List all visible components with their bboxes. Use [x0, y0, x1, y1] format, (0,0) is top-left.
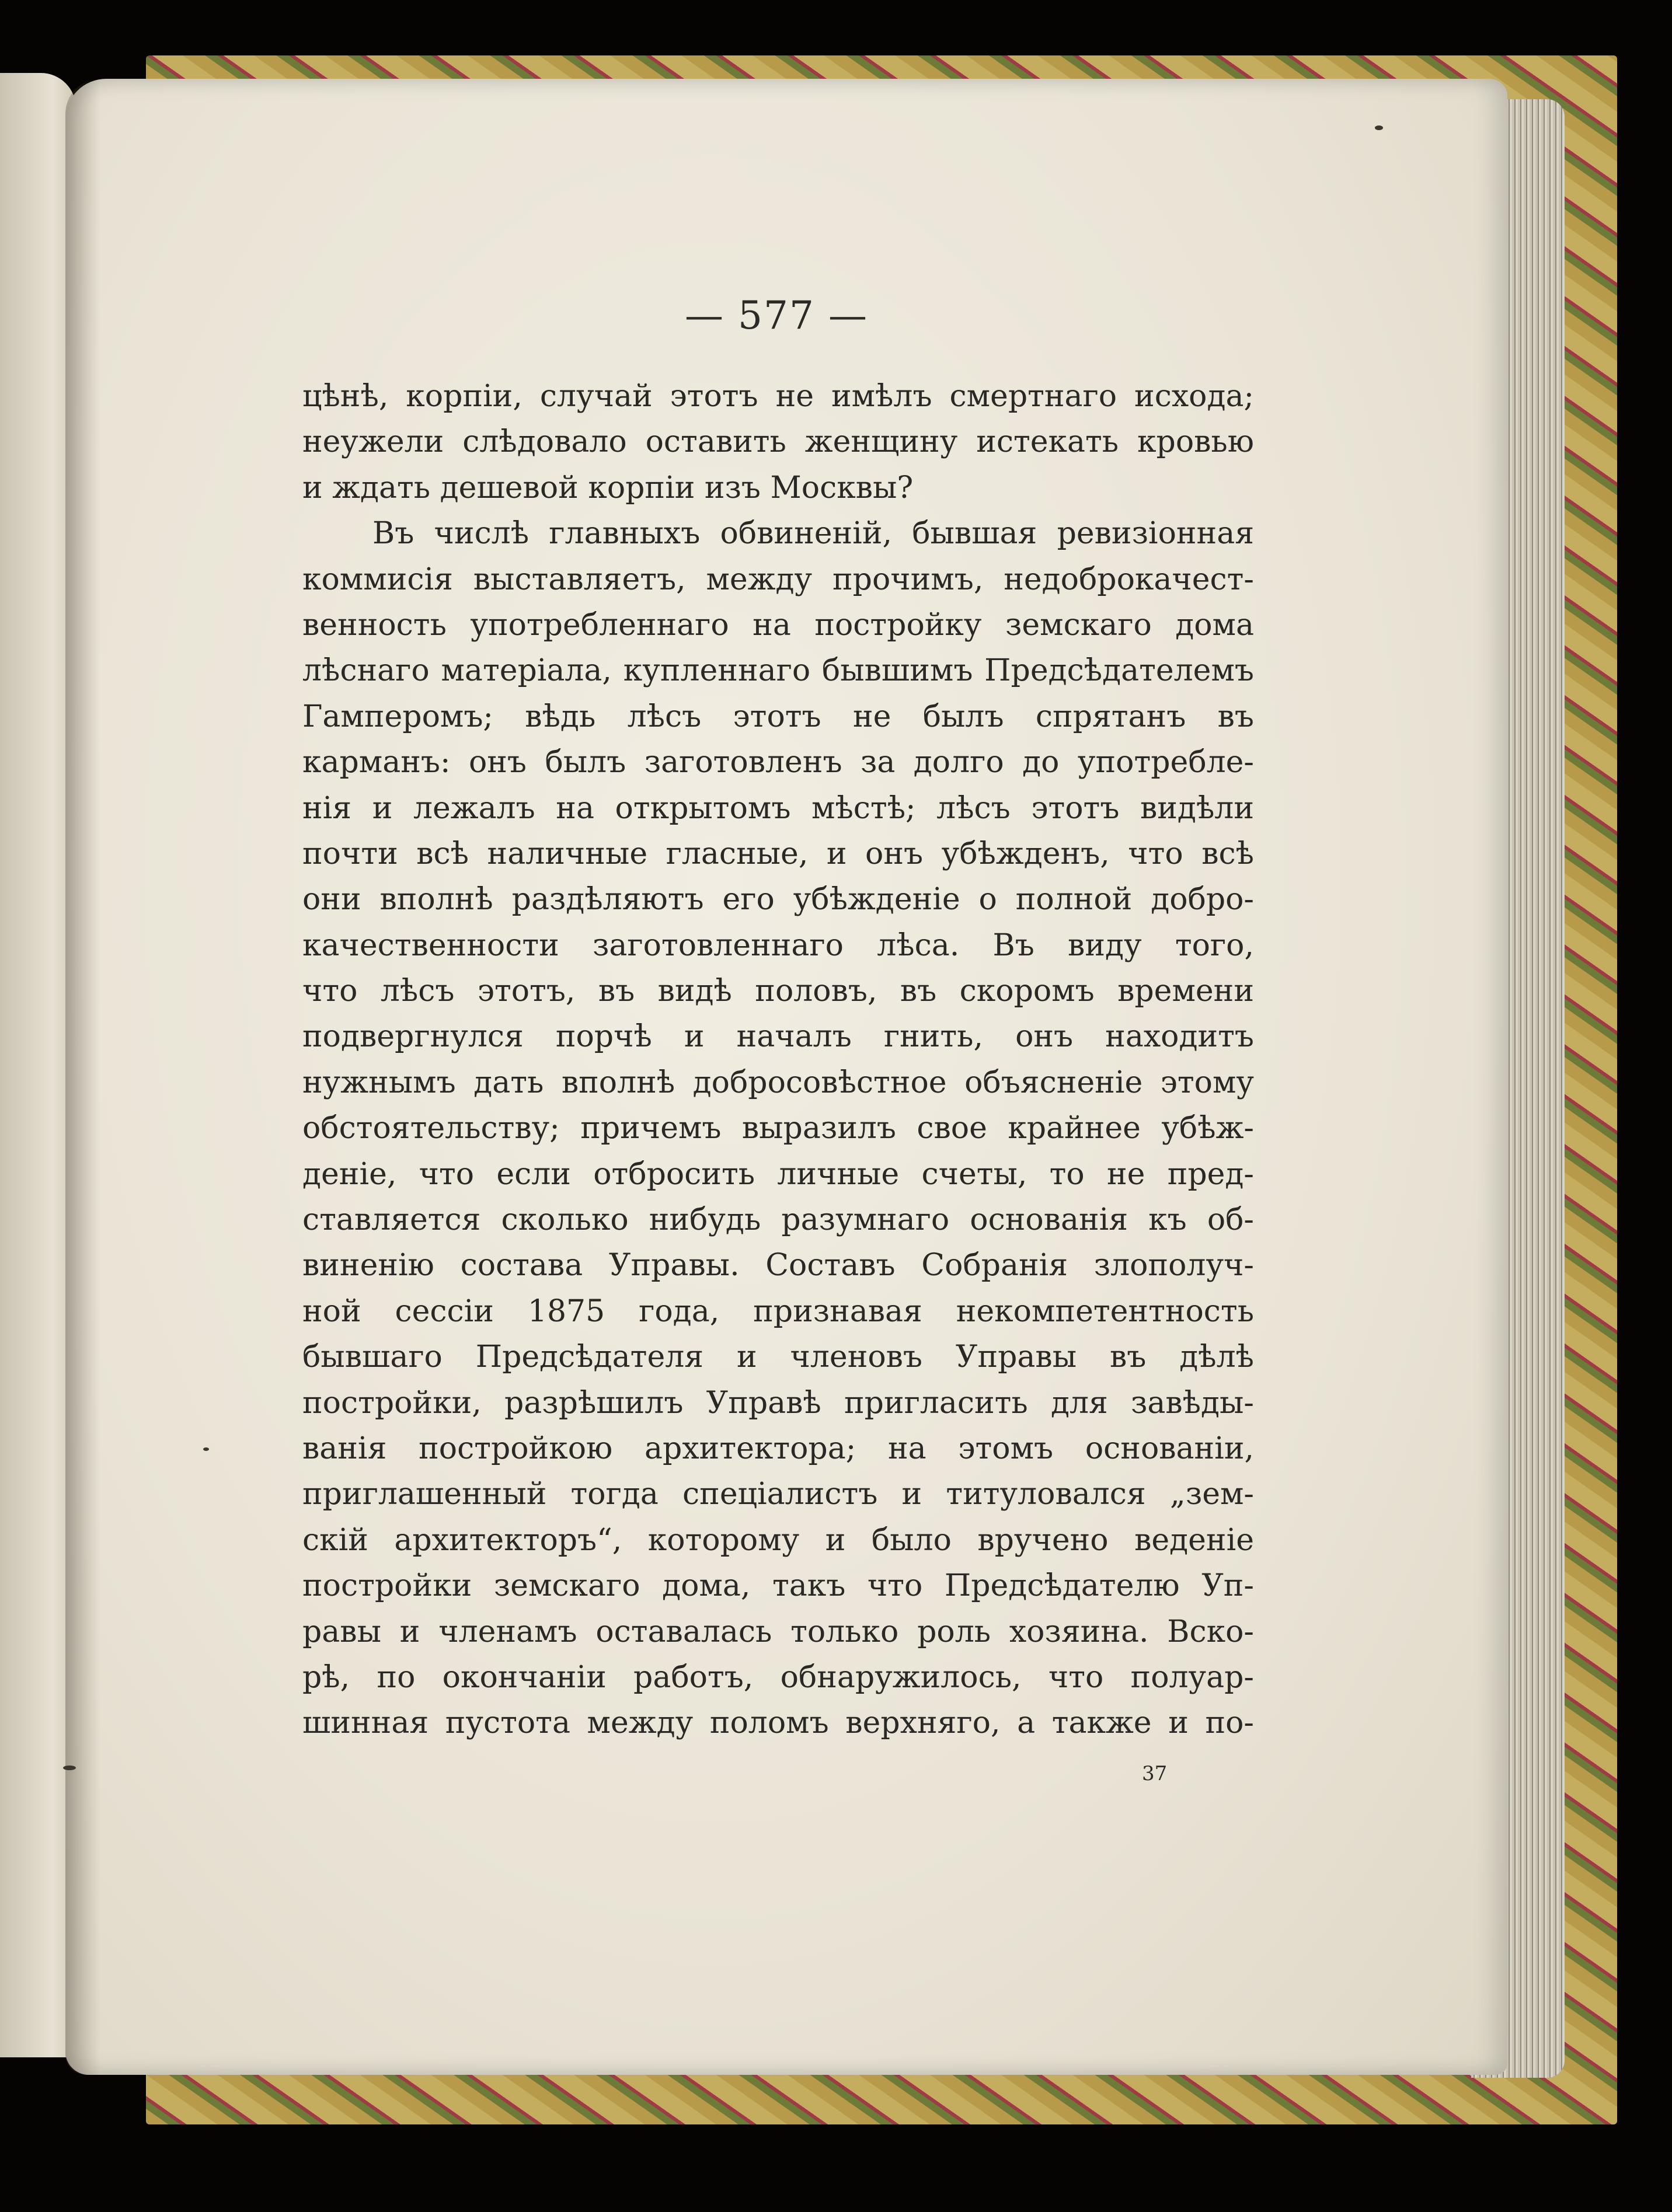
- text-line: цѣнѣ, корпіи, случай этотъ не имѣлъ смертнаго исхода;: [302, 379, 1254, 414]
- text-line: почти всѣ наличные гласные, и онъ убѣжденъ, что всѣ: [302, 836, 1254, 871]
- text-line: венность употребленнаго на постройку земскаго дома: [302, 607, 1254, 643]
- text-line: коммисія выставляетъ, между прочимъ, недоброкачест-: [302, 561, 1254, 597]
- text-line: обстоятельству; причемъ выразилъ свое крайнее убѣж-: [302, 1111, 1254, 1146]
- text-line: ной сессіи 1875 года, признавая некомпетентность: [302, 1293, 1254, 1329]
- text-line: нужнымъ дать вполнѣ добросовѣстное объясненіе этому: [302, 1065, 1254, 1100]
- text-line: нія и лежалъ на открытомъ мѣстѣ; лѣсъ этотъ видѣли: [302, 790, 1254, 826]
- text-line: бывшаго Предсѣдателя и членовъ Управы въ дѣлѣ: [302, 1339, 1254, 1375]
- page-body-text: [302, 374, 1254, 1746]
- gutter-shadow: [65, 79, 100, 2075]
- text-line: деніе, что если отбросить личные счеты, то не пред-: [302, 1156, 1254, 1192]
- text-line: Въ числѣ главныхъ обвиненій, бывшая ревизіонная: [372, 516, 1254, 552]
- text-line: Гамперомъ; вѣдь лѣсъ этотъ не былъ спрятанъ въ: [302, 699, 1254, 734]
- text-line: постройки, разрѣшилъ Управѣ пригласить для завѣды-: [302, 1385, 1254, 1421]
- text-line: они вполнѣ раздѣляютъ его убѣжденіе о полной добро-: [302, 882, 1254, 917]
- text-line: неужели слѣдовало оставить женщину истекать кровью: [302, 424, 1254, 460]
- text-line: лѣснаго матеріала, купленнаго бывшимъ Предсѣдателемъ: [302, 653, 1254, 689]
- text-line: приглашенный тогда спеціалистъ и титуловался „зем-: [302, 1477, 1254, 1512]
- text-line: скій архитекторъ“, которому и было вручено веденіе: [302, 1522, 1254, 1558]
- ink-speck: [203, 1447, 209, 1451]
- text-line: шинная пустота между поломъ верхняго, а также и по-: [302, 1705, 1254, 1741]
- text-line: карманъ: онъ былъ заготовленъ за долго до употребле-: [302, 745, 1254, 780]
- text-line: виненію состава Управы. Составъ Собранія злополуч-: [302, 1248, 1254, 1283]
- text-line: равы и членамъ оставалась только роль хозяина. Вско-: [302, 1614, 1254, 1649]
- signature-mark: 37: [1142, 1762, 1168, 1785]
- text-line: ставляется сколько нибудь разумнаго основанія къ об-: [302, 1202, 1254, 1238]
- ink-speck: [63, 1766, 76, 1770]
- text-line: качественности заготовленнаго лѣса. Въ виду того,: [302, 927, 1254, 963]
- text-line: что лѣсъ этотъ, въ видѣ половъ, въ скоромъ времени: [302, 974, 1254, 1009]
- page-number: — 577 —: [685, 293, 868, 338]
- text-line: рѣ, по окончаніи работъ, обнаружилось, что полуар-: [302, 1659, 1254, 1695]
- text-line: и ждать дешевой корпіи изъ Москвы?: [302, 470, 914, 505]
- facing-page-edge: [0, 73, 76, 2057]
- text-line: подвергнулся порчѣ и началъ гнить, онъ находитъ: [302, 1019, 1254, 1055]
- text-line: ванія постройкою архитектора; на этомъ основаніи,: [302, 1431, 1254, 1466]
- ink-speck: [1375, 125, 1383, 130]
- text-line: постройки земскаго дома, такъ что Предсѣдателю Уп-: [302, 1568, 1254, 1604]
